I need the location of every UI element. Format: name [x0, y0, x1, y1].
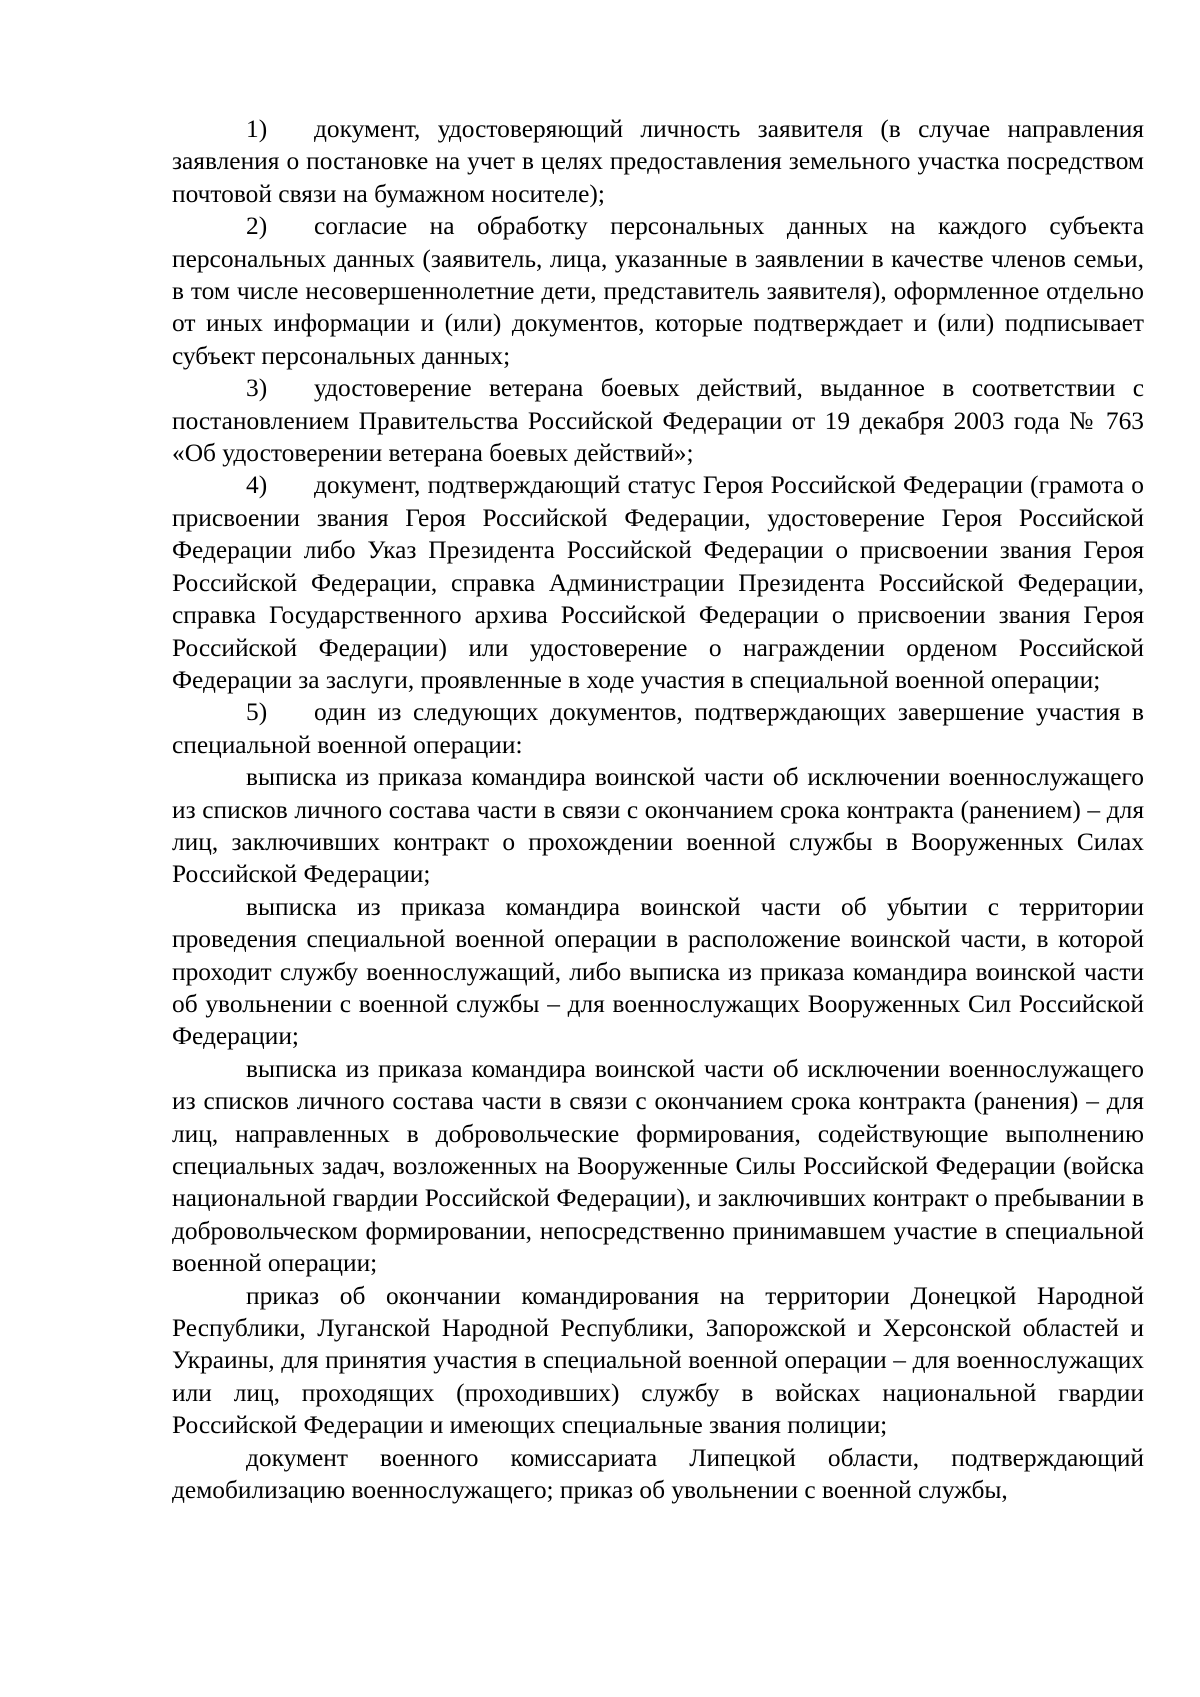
item-number: 4)	[246, 471, 268, 500]
sub-paragraph: выписка из приказа командира воинской части об убытии с территории проведения специальной военной операции в расположение воинской части, в которой проходит службу военнослужащий, либо выписка из приказа командира воинской части об увольнении с военной службы – для военнослужащих Вооруженных Сил Российской Федерации;	[172, 892, 1144, 1051]
sub-paragraph: документ военного комиссариата Липецкой области, подтверждающий демобилизацию военнослужащего; приказ об увольнении с военной службы,	[172, 1443, 1144, 1505]
list-item-4	[172, 469, 1144, 696]
list-item-3	[172, 372, 1144, 469]
list-item-1	[172, 113, 1144, 210]
item-text: документ, подтверждающий статус Героя Российской Федерации (грамота о присвоении звания Героя Российской Федерации, удостоверение Героя Российской Федерации либо Указ Президента Российской Федерации о присвоении звания Героя Российской Федерации, справка Администрации Президента Российской Федерации, справка Государственного архива Российской Федерации о присвоении звания Героя Российской Федерации) или удостоверение о награждении орденом Российской Федерации за заслуги, проявленные в ходе участия в специальной военной операции;	[172, 471, 1144, 694]
item-number: 2)	[246, 212, 268, 241]
item-text: согласие на обработку персональных данных на каждого субъекта персональных данных (заявитель, лица, указанные в заявлении в качестве членов семьи, в том числе несовершеннолетние дети, представитель заявителя), оформленное отдельно от иных информации и (или) документов, которые подтверждает и (или) подписывает субъект персональных данных;	[172, 212, 1144, 370]
sub-paragraph: выписка из приказа командира воинской части об исключении военнослужащего из списков личного состава части в связи с окончанием срока контракта (ранением) – для лиц, заключивших контракт о прохождении военной службы в Вооруженных Силах Российской Федерации;	[172, 763, 1144, 889]
list-item-5	[172, 696, 1144, 761]
item-number: 1)	[246, 115, 268, 143]
sub-paragraph: приказ об окончании командирования на территории Донецкой Народной Республики, Луганской Народной Республики, Запорожской и Херсонской областей и Украины, для принятия участия в специальной военной операции – для военнослужащих или лиц, проходящих (проходивших) службу в войсках национальной гвардии Российской Федерации и имеющих специальные звания полиции;	[172, 1281, 1144, 1440]
item-text: один из следующих документов, подтверждающих завершение участия в специальной военной операции:	[172, 698, 1144, 759]
document-page	[172, 113, 1144, 1506]
item-number: 5)	[246, 698, 268, 727]
list-item-2	[172, 210, 1144, 372]
item-text: документ, удостоверяющий личность заявителя (в случае направления заявления о постановке на учет в целях предоставления земельного участка посредством почтовой связи на бумажном носителе);	[172, 115, 1144, 208]
item-number: 3)	[246, 374, 268, 403]
sub-paragraph: выписка из приказа командира воинской части об исключении военнослужащего из списков личного состава части в связи с окончанием срока контракта (ранения) – для лиц, направленных в добровольческие формирования, содействующие выполнению специальных задач, возложенных на Вооруженные Силы Российской Федерации (войска национальной гвардии Российской Федерации), и заключивших контракт о пребывании в добровольческом формировании, непосредственно принимавшем участие в специальной военной операции;	[172, 1054, 1144, 1278]
item-text: удостоверение ветерана боевых действий, выданное в соответствии с постановлением Правительства Российской Федерации от 19 декабря 2003 года № 763 «Об удостоверении ветерана боевых действий»;	[172, 374, 1144, 468]
